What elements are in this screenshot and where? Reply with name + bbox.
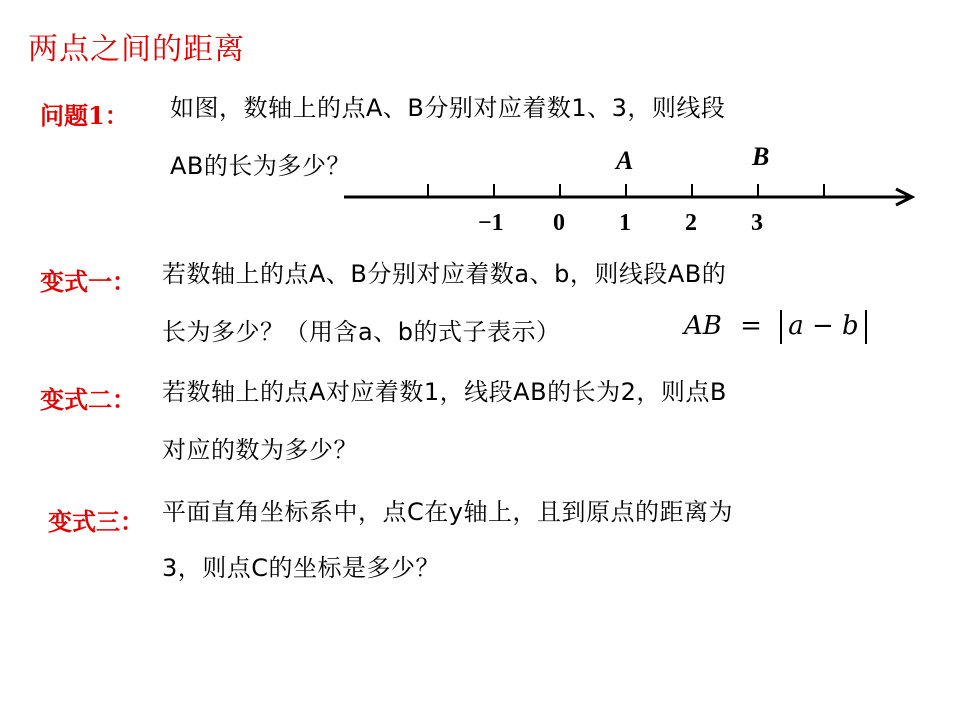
point-a-label: A [616,146,634,175]
point-b-label: B [752,142,770,171]
variant3-text-line2: 3，则点C的坐标是多少？ [162,554,441,582]
formula-inner: a − b [788,311,859,341]
problem1-text-line1: 如图，数轴上的点A、B分别对应着数1、3，则线段 [170,94,726,122]
variant1-label: 变式一： [40,267,136,296]
variant1-text-line1: 若数轴上的点A、B分别对应着数a、b，则线段AB的 [162,260,727,288]
formula-equals: = [740,311,762,341]
tick-label-0: 0 [553,210,565,236]
variant2-label: 变式二： [40,385,136,414]
page-title: 两点之间的距离 [28,32,245,67]
variant1-text-line2: 长为多少？（用含a、b的式子表示） [162,318,561,346]
problem1-text-line2: AB的长为多少？ [170,152,351,180]
tick-label-3: 3 [751,210,763,236]
tick-label-2: 2 [685,210,697,236]
problem1-label: 问题1： [40,101,129,130]
variant3-label: 变式三： [48,507,144,536]
formula-ab-abs [684,310,873,344]
tick-label-1: 1 [619,210,631,236]
variant3-text-line1: 平面直角坐标系中，点C在y轴上，且到原点的距离为 [162,498,733,526]
number-line-arrow [896,189,912,205]
abs-bar-right [865,310,867,344]
variant2-text-line1: 若数轴上的点A对应着数1，线段AB的长为2，则点B [162,378,727,406]
variant2-text-line2: 对应的数为多少？ [162,436,358,464]
abs-bar-left [780,310,782,344]
tick-label-neg1: −1 [478,210,504,236]
formula-lhs: AB [684,311,722,341]
